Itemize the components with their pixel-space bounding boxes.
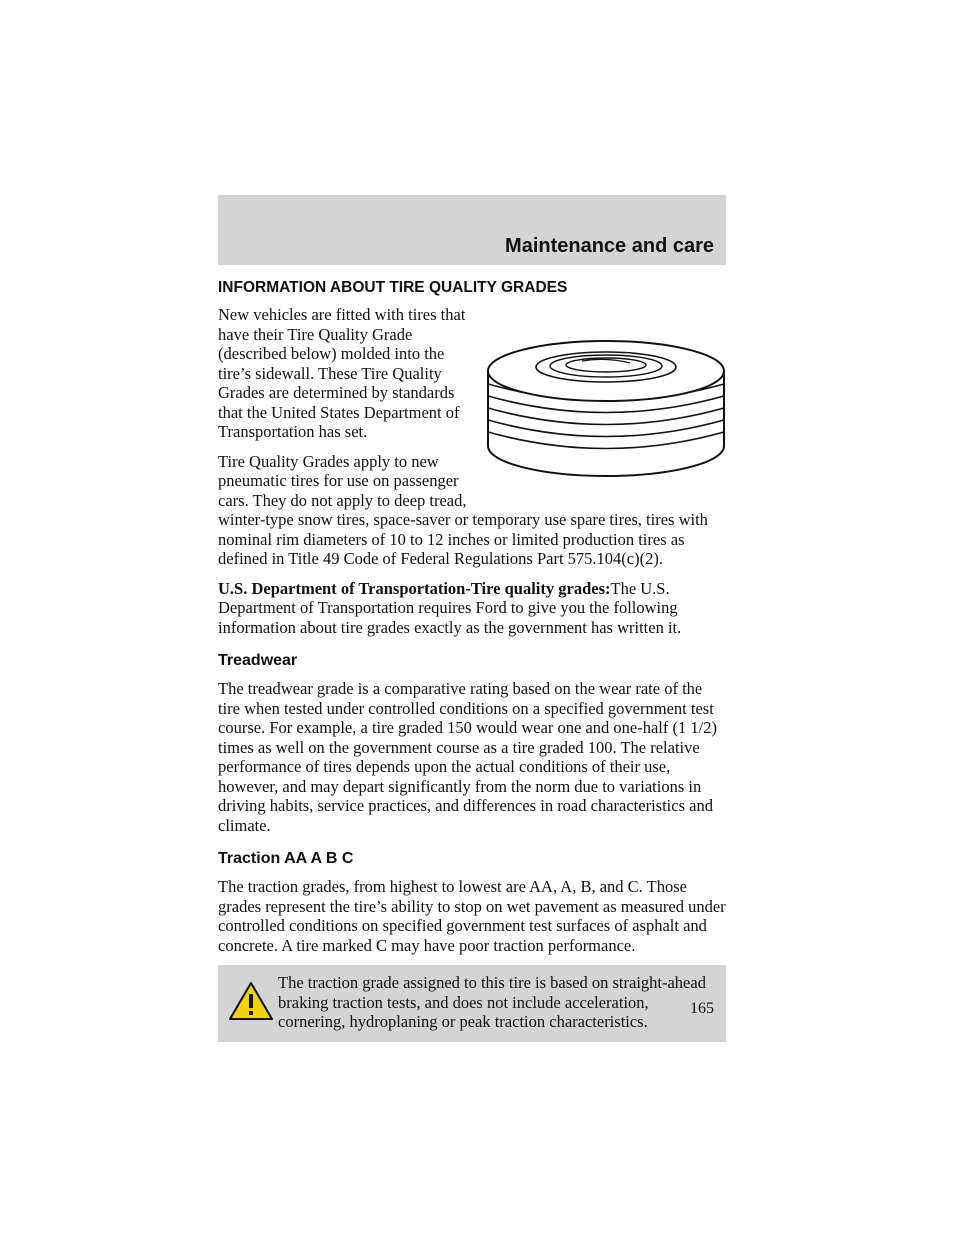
header-band: [218, 195, 726, 265]
page-heading: INFORMATION ABOUT TIRE QUALITY GRADES: [218, 279, 568, 296]
traction-paragraph: The traction grades, from highest to lowest are AA, A, B, and C. Those grades represent the tire’s ability to stop on wet pavement as measured under controlled conditions on specified government test surfaces of asphalt and concrete. A tire marked C may have poor traction performance.: [218, 877, 726, 955]
intro-paragraph-2: Tire Quality Grades apply to new pneumatic tires for use on passenger cars. They do not apply to deep tread, winter-type snow tires, space-saver or temporary use spare tires, tires with nominal rim diameters of 10 to 12 inches or limited production tires as defined in Title 49 Code of Federal Regulations Part 575.104(c)(2).: [218, 451, 708, 568]
page-content: [218, 278, 726, 1042]
dot-paragraph: [218, 579, 726, 638]
traction-heading: Traction AA A B C: [218, 850, 354, 867]
tire-icon: [486, 321, 726, 491]
treadwear-heading: Treadwear: [218, 652, 298, 669]
dot-lead: U.S. Department of Transportation-Tire quality grades:: [218, 578, 611, 598]
section-title: Maintenance and care: [505, 235, 714, 257]
warning-text: The traction grade assigned to this tire is based on straight-ahead braking traction tests, and does not include acceleration, cornering, hydroplaning or peak traction characteristics.: [278, 973, 706, 1031]
treadwear-paragraph: The treadwear grade is a comparative rating based on the wear rate of the tire when tested under controlled conditions on a specified government test course. For example, a tire graded 150 would wear one and one-half (1 1/2) times as well on the government course as a tire graded 100. The relative performance of tires depends upon the actual conditions of their use, however, and may depart significantly from the norm due to variations in driving habits, service practices, and differences in road characteristics and climate.: [218, 679, 717, 835]
warning-box: [218, 965, 726, 1042]
warning-icon: [228, 981, 274, 1021]
dot-text: The U.S. Department of Transportation requires Ford to give you the following information about tire grades exactly as the government has written it.: [218, 578, 682, 637]
page-number: 165: [690, 1000, 714, 1017]
intro-paragraph-1: New vehicles are fitted with tires that have their Tire Quality Grade (described below) molded into the tire’s sidewall. These Tire Quality Grades are determined by standards that the United States Department of Transportation has set.: [218, 305, 466, 441]
